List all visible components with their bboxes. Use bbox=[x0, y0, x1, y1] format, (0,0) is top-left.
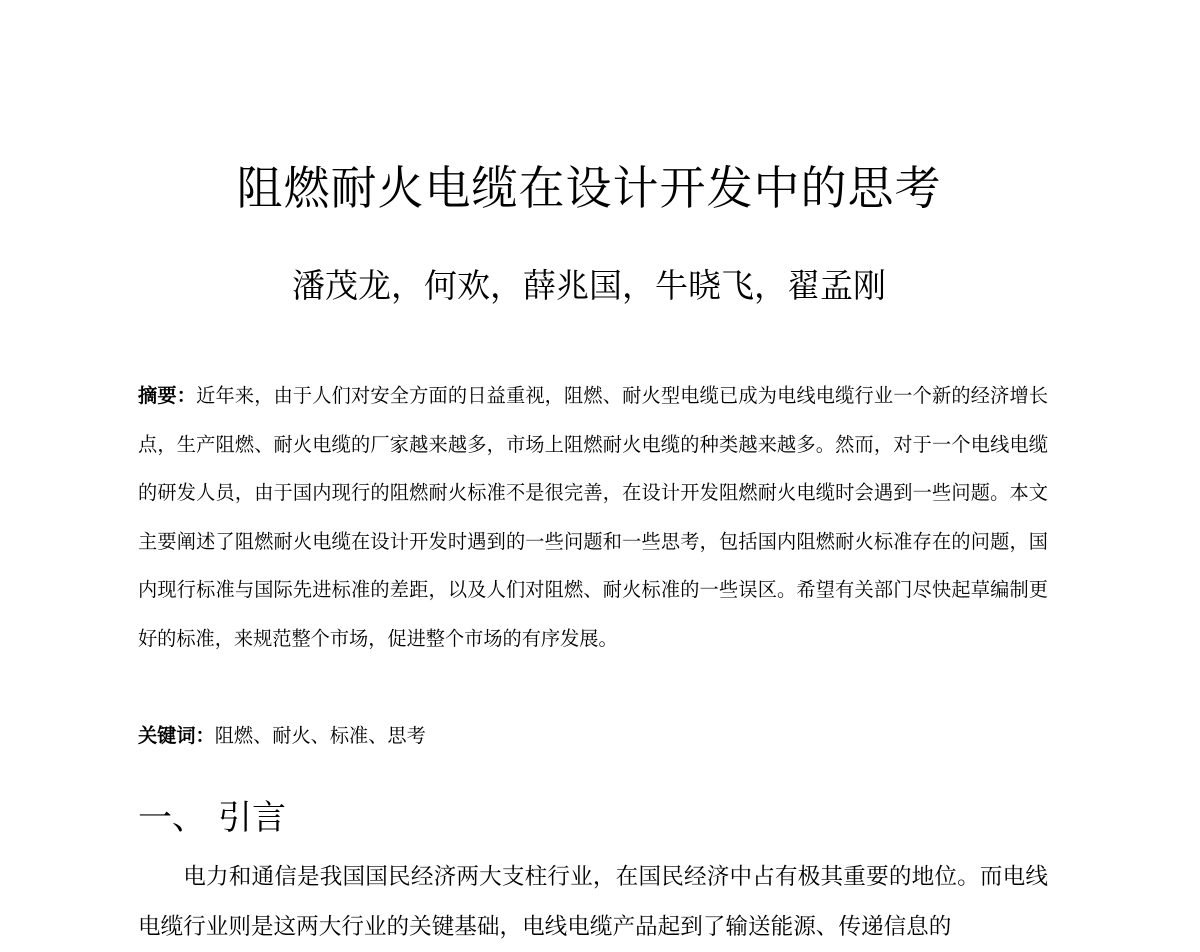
section-heading bbox=[138, 794, 286, 842]
paper-title: 阻燃耐火电缆在设计开发中的思考 bbox=[236, 161, 942, 215]
section-number: 一、 bbox=[138, 798, 206, 838]
abstract-text: 近年来，由于人们对安全方面的日益重视，阻燃、耐火型电缆已成为电线电缆行业一个新的经济增长点，生产阻燃、耐火电缆的厂家越来越多，市场上阻燃耐火电缆的种类越来越多。然而，对于一个电线电缆的研发人员，由于国内现行的阻燃耐火标准不是很完善，在设计开发阻燃耐火电缆时会遇到一些问题。本文主要阐述了阻燃耐火电缆在设计开发时遇到的一些问题和一些思考，包括国内阻燃耐火标准存在的问题，国内现行标准与国际先进标准的差距，以及人们对阻燃、耐火标准的一些误区。希望有关部门尽快起草编制更好的标准，来规范整个市场，促进整个市场的有序发展。 bbox=[138, 384, 1049, 650]
keywords-label: 关键词： bbox=[138, 724, 215, 747]
keywords bbox=[138, 718, 1048, 754]
abstract bbox=[138, 372, 1048, 664]
abstract-label: 摘要： bbox=[138, 384, 197, 407]
intro-paragraph: 电力和通信是我国国民经济两大支柱行业，在国民经济中占有极其重要的地位。而电线电缆行业则是这两大行业的关键基础，电线电缆产品起到了输送能源、传递信息的 bbox=[138, 864, 1048, 940]
keywords-text: 阻燃、耐火、标准、思考 bbox=[214, 724, 426, 747]
section-title: 引言 bbox=[218, 798, 286, 838]
author-list: 潘茂龙，何欢，薛兆国，牛晓飞，翟孟刚 bbox=[292, 266, 886, 305]
